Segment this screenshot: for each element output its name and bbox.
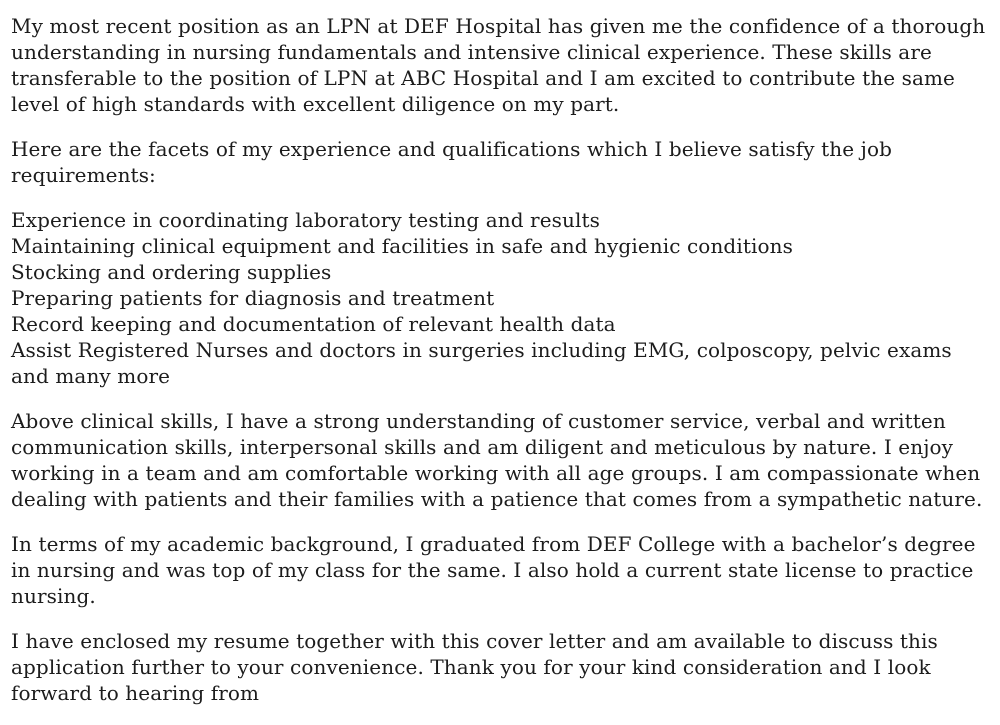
list-item: Stocking and ordering supplies <box>11 260 332 284</box>
education-paragraph: In terms of my academic background, I graduated from DEF College with a bachelor’s degree in nursing and was top of my class for the same. I also hold a current state license to practice nursing. <box>11 532 976 608</box>
cover-letter-body <box>11 13 996 725</box>
list-item: Maintaining clinical equipment and facilities in safe and hygienic conditions <box>11 234 793 258</box>
qualifications-list <box>11 207 996 389</box>
closing-paragraph: I have enclosed my resume together with this cover letter and am available to discuss this application further to your convenience. Thank you for your kind consideration and I look forward to hearing from <box>11 629 938 705</box>
list-item: Experience in coordinating laboratory testing and results <box>11 208 601 232</box>
skills-paragraph: Above clinical skills, I have a strong understanding of customer service, verbal and written communication skills, interpersonal skills and am diligent and meticulous by nature. I enjoy working in a team and am comfortable working with all age groups. I am compassionate when dealing with patients and their families with a patience that comes from a sympathetic nature. <box>11 409 983 511</box>
intro-paragraph: My most recent position as an LPN at DEF Hospital has given me the confidence of a thorough understanding in nursing fundamentals and intensive clinical experience. These skills are transferable to the position of LPN at ABC Hospital and I am excited to contribute the same level of high standards with excellent diligence on my part. <box>11 14 986 116</box>
list-item: Assist Registered Nurses and doctors in surgeries including EMG, colposcopy, pelvic exams and many more <box>11 338 952 388</box>
qualifications-intro: Here are the facets of my experience and qualifications which I believe satisfy the job requirements: <box>11 137 893 187</box>
list-item: Preparing patients for diagnosis and treatment <box>11 286 495 310</box>
list-item: Record keeping and documentation of relevant health data <box>11 312 616 336</box>
